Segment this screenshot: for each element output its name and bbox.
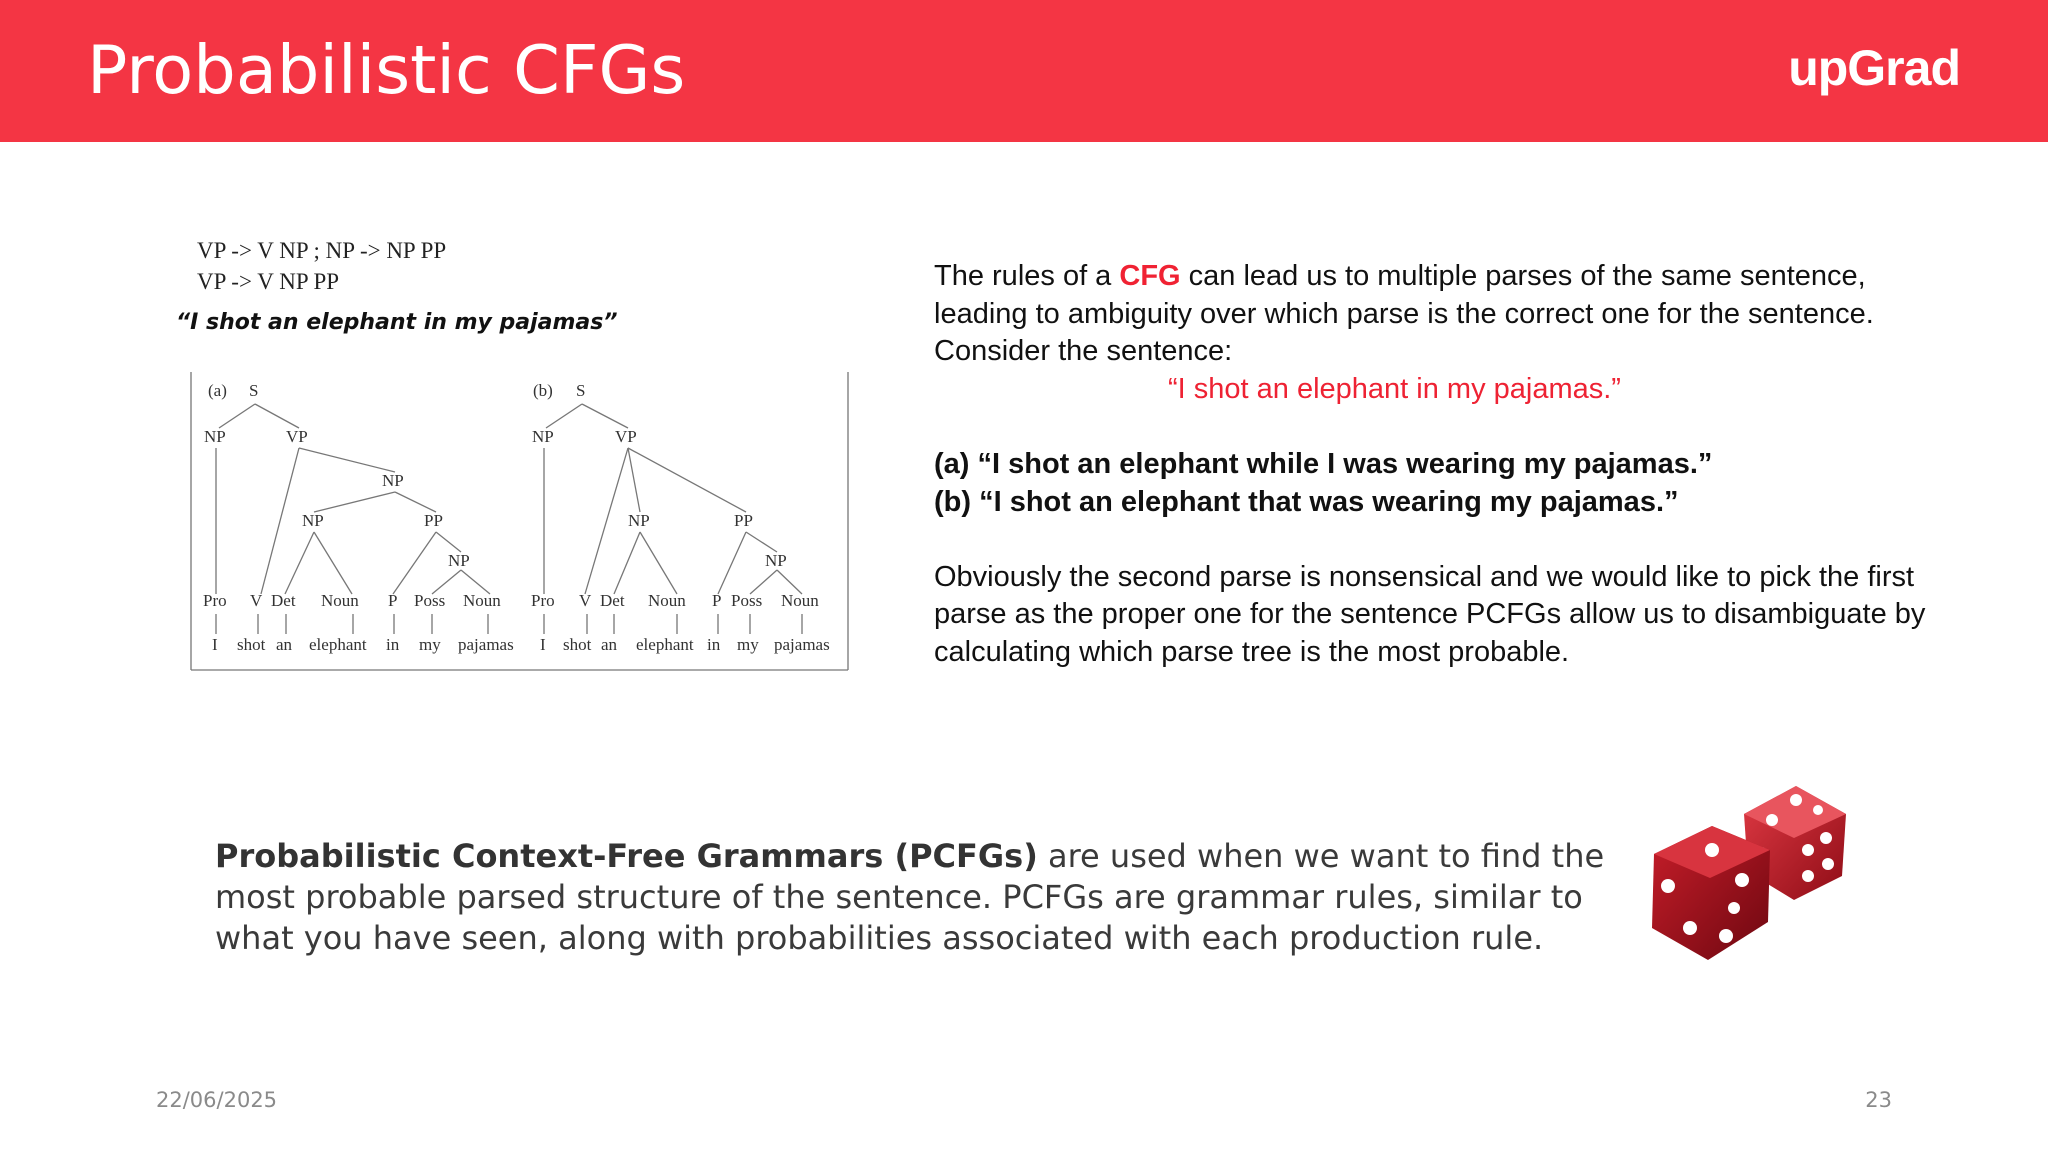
grammar-rules bbox=[197, 235, 446, 297]
parse-tree-figure bbox=[188, 372, 850, 672]
tree-node: Noun bbox=[463, 591, 501, 610]
page-number: 23 bbox=[1865, 1088, 1892, 1112]
tree-node: Pro bbox=[203, 591, 227, 610]
explanation-text bbox=[934, 258, 1934, 672]
tree-word: elephant bbox=[636, 635, 694, 654]
tree-node: Noun bbox=[321, 591, 359, 610]
tree-node: Pro bbox=[531, 591, 555, 610]
tree-node: S bbox=[249, 381, 259, 400]
pcfg-definition bbox=[215, 836, 1615, 959]
tree-word: elephant bbox=[309, 635, 367, 654]
parse-a-text: (a) “I shot an elephant while I was wearing my pajamas.” bbox=[934, 447, 1713, 480]
header-bar bbox=[0, 0, 2048, 142]
tree-b-label: (b) bbox=[533, 381, 553, 400]
dice-icon bbox=[1646, 780, 1856, 975]
tree-word: in bbox=[386, 635, 400, 654]
grammar-rule-1: VP -> V NP ; NP -> NP PP bbox=[197, 238, 447, 263]
slide-title: Probabilistic CFGs bbox=[87, 31, 686, 109]
tree-a bbox=[203, 381, 514, 654]
tree-word: I bbox=[212, 635, 218, 654]
tree-word: shot bbox=[237, 635, 266, 654]
footer-date: 22/06/2025 bbox=[156, 1088, 278, 1112]
tree-word: my bbox=[419, 635, 441, 654]
grammar-rule-2: VP -> V NP PP bbox=[197, 269, 340, 294]
tree-node: Poss bbox=[731, 591, 763, 610]
tree-node: Det bbox=[600, 591, 625, 610]
pcfg-term: Probabilistic Context-Free Grammars (PCFGs) bbox=[215, 837, 1038, 875]
tree-node: S bbox=[576, 381, 586, 400]
tree-node: NP bbox=[532, 427, 554, 446]
cfg-highlight: CFG bbox=[1119, 260, 1181, 292]
tree-node: VP bbox=[615, 427, 637, 446]
explanation-paragraph-3: Obviously the second parse is nonsensical and we would like to pick the first parse as the proper one for the sentence PCFGs allow us to disambiguate by calculating which parse tree is the most probable. bbox=[934, 560, 1926, 668]
tree-node: P bbox=[388, 591, 398, 610]
explanation-paragraph-1 bbox=[934, 258, 1934, 371]
tree-node: Noun bbox=[781, 591, 819, 610]
tree-node: NP bbox=[765, 551, 787, 570]
parse-trees-svg bbox=[188, 372, 850, 672]
tree-node: P bbox=[712, 591, 722, 610]
tree-node: NP bbox=[382, 471, 404, 490]
tree-node: Noun bbox=[648, 591, 686, 610]
tree-node: NP bbox=[204, 427, 226, 446]
tree-node: NP bbox=[628, 511, 650, 530]
pcfg-description: are used when we want to find the most probable parsed structure of the sentence. PCFGs are grammar rules, similar to what you have seen, along with probabilities associated with each production rule. bbox=[215, 837, 1605, 957]
tree-b bbox=[531, 381, 830, 654]
tree-node: PP bbox=[424, 511, 443, 530]
tree-node: Poss bbox=[414, 591, 446, 610]
tree-word: pajamas bbox=[458, 635, 514, 654]
upgrad-logo: upGrad bbox=[1788, 40, 1960, 96]
tree-word: an bbox=[601, 635, 618, 654]
example-sentence: “I shot an elephant in my pajamas.” bbox=[1168, 372, 1621, 405]
tree-word: shot bbox=[563, 635, 592, 654]
tree-node: Det bbox=[271, 591, 296, 610]
example-quote: “I shot an elephant in my pajamas” bbox=[176, 310, 618, 335]
tree-node: PP bbox=[734, 511, 753, 530]
tree-word: my bbox=[737, 635, 759, 654]
explanation-text-start: The rules of a bbox=[934, 260, 1120, 292]
tree-word: pajamas bbox=[774, 635, 830, 654]
tree-node: V bbox=[579, 591, 592, 610]
explanation-text-rest: can lead us to multiple parses of the same sentence, leading to ambiguity over which parse is the correct one for the sentence. Consider the sentence: bbox=[934, 260, 1874, 368]
tree-word: I bbox=[540, 635, 546, 654]
parse-b-text: (b) “I shot an elephant that was wearing my pajamas.” bbox=[934, 485, 1679, 518]
tree-node: NP bbox=[302, 511, 324, 530]
tree-a-label: (a) bbox=[208, 381, 227, 400]
tree-word: in bbox=[707, 635, 721, 654]
tree-node: NP bbox=[448, 551, 470, 570]
tree-node: VP bbox=[286, 427, 308, 446]
tree-word: an bbox=[276, 635, 293, 654]
tree-node: V bbox=[250, 591, 263, 610]
